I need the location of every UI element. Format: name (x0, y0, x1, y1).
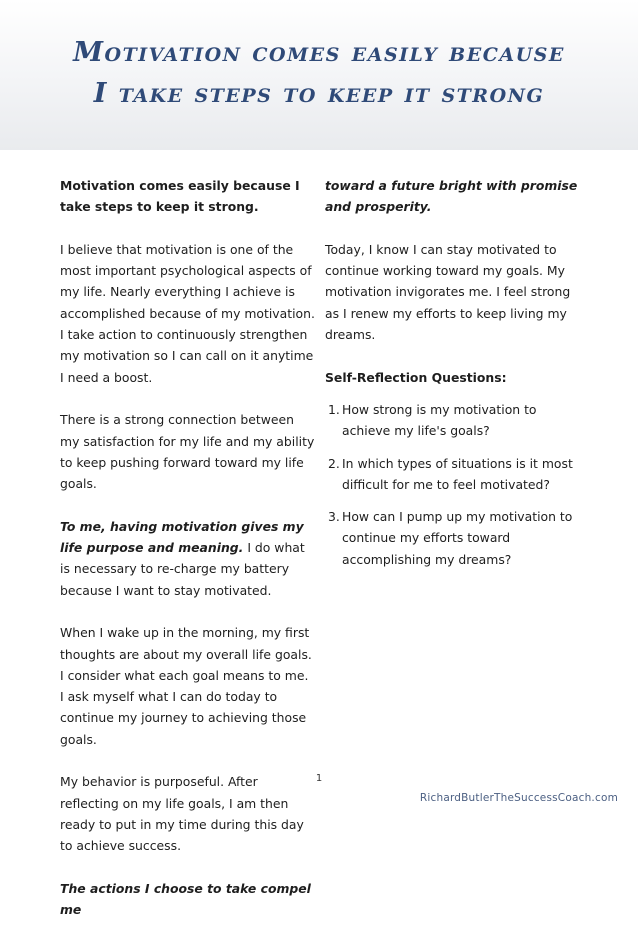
question-item (325, 399, 587, 442)
left-column (60, 175, 315, 942)
question-item (325, 506, 587, 570)
paragraph-connection: There is a strong connection between my satisfaction for my life and my ability to keep pushing forward toward my life goals. (60, 412, 315, 492)
question-item (325, 453, 587, 496)
title-line-2: I take steps to keep it strong (93, 78, 545, 109)
right-column (325, 175, 587, 581)
question-text: In which types of situations is it most difficult for me to feel motivated? (342, 455, 573, 492)
question-number: 2. (328, 455, 340, 471)
intro-affirmation: Motivation comes easily because I take steps to keep it strong. (60, 178, 300, 215)
question-text: How can I pump up my motivation to continue my efforts toward accomplishing my dreams? (342, 509, 573, 567)
paragraph-belief: I believe that motivation is one of the most important psychological aspects of my life. Nearly everything I achieve is accomplished because of my motivation. I take action to continuously strengthen my motivation so I can call on it anytime I need a boost. (60, 241, 315, 385)
paragraph-morning: When I wake up in the morning, my first thoughts are about my overall life goals. I consider what each goal means to me. I ask myself what I can do today to continue my journey to achieving those goals. (60, 625, 312, 747)
site-link[interactable]: RichardButlerTheSuccessCoach.com (419, 792, 618, 804)
paragraph-behavior: My behavior is purposeful. After reflecting on my life goals, I am then ready to put in my time during this day to achieve success. (60, 774, 304, 854)
paragraph-today: Today, I know I can stay motivated to continue working toward my goals. My motivation invigorates me. I feel strong as I renew my efforts to keep living my dreams. (325, 241, 571, 343)
questions-list (325, 399, 587, 570)
title-line-1: Motivation comes easily because (73, 37, 565, 68)
purpose-rest: I do what is necessary to re-charge my battery because I want to stay motivated. (60, 540, 305, 598)
question-number: 3. (328, 509, 340, 525)
page-title (0, 32, 638, 114)
page-number: 1 (315, 773, 323, 784)
paragraph-purpose (60, 516, 315, 601)
question-number: 1. (328, 401, 340, 417)
paragraph-actions-end: toward a future bright with promise and prosperity. (325, 178, 578, 215)
questions-heading: Self-Reflection Questions: (325, 369, 507, 385)
purpose-emphasis: To me, having motivation gives my life purpose and meaning. (60, 518, 304, 556)
paragraph-actions-start: The actions I choose to take compel me (60, 880, 311, 918)
question-text: How strong is my motivation to achieve my life's goals? (342, 401, 537, 439)
